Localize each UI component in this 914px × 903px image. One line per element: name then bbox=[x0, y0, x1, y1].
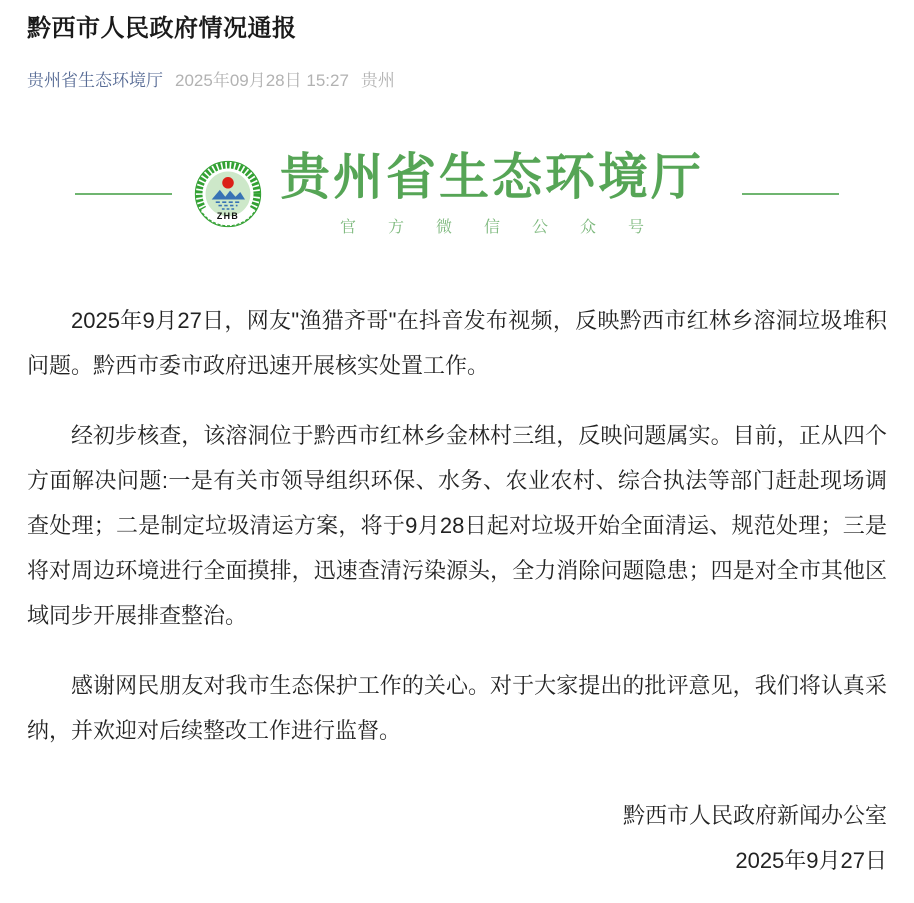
signature-block bbox=[27, 793, 887, 883]
article-body bbox=[27, 298, 887, 753]
paragraph-1: 2025年9月27日，网友"渔猎齐哥"在抖音发布视频，反映黔西市红林乡溶洞垃圾堆积问题。黔西市委市政府迅速开展核实处置工作。 bbox=[27, 307, 887, 378]
publish-location: 贵州 bbox=[360, 70, 395, 90]
paragraph-2: 经初步核查，该溶洞位于黔西市红林乡金林村三组，反映问题属实。目前，正从四个方面解决问题:一是有关市领导组织环保、水务、农业农村、综合执法等部门赶赴现场调查处理；二是制定垃圾清运方案，将于9月28日起对垃圾开始全面清运、规范处理；三是将对周边环境进行全面摸排，迅速查清污染源头，全力消除问题隐患；四是对全市其他区域同步开展排查整治。 bbox=[27, 422, 887, 628]
signature-office: 黔西市人民政府新闻办公室 bbox=[622, 802, 887, 828]
paragraph-3: 感谢网民朋友对我市生态保护工作的关心。对于大家提出的批评意见，我们将认真采纳，并欢迎对后续整改工作进行监督。 bbox=[27, 672, 887, 743]
banner-org-name: 贵州省生态环境厅 bbox=[280, 149, 704, 206]
banner-org-subtitle: 官方微信公众号 bbox=[339, 219, 676, 237]
account-name-link[interactable]: 贵州省生态环境厅 bbox=[27, 70, 163, 90]
publish-datetime: 2025年09月28日 15:27 bbox=[175, 70, 349, 90]
banner-divider-left bbox=[75, 193, 172, 195]
byline bbox=[27, 70, 887, 92]
banner-text-block bbox=[280, 150, 704, 237]
logo-zhb-text: ZHB bbox=[216, 210, 240, 221]
guizhou-ecology-emblem-icon bbox=[194, 160, 262, 228]
banner-divider-right bbox=[742, 193, 839, 195]
page-title: 黔西市人民政府情况通报 bbox=[27, 15, 297, 42]
account-banner-image bbox=[27, 138, 887, 250]
signature-date: 2025年9月27日 bbox=[735, 847, 887, 873]
